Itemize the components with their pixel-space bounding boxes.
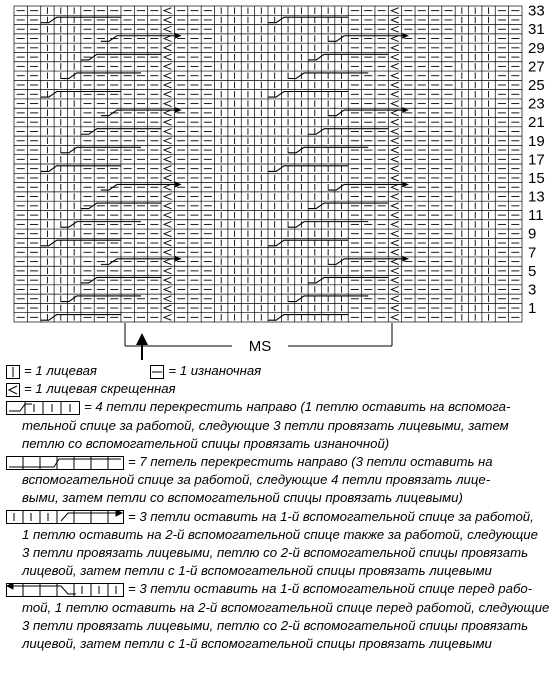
row-number: 23 — [528, 95, 545, 113]
row-numbers — [528, 3, 545, 317]
legend-cross7b-line2: 1 петлю оставить на 2-й вспомогательной спице также за работой, следующие — [22, 526, 538, 542]
twisted-stitch — [164, 17, 171, 23]
twisted-stitch — [391, 54, 398, 60]
cross-7-right-icon — [6, 456, 124, 470]
repeat-label: MS — [248, 338, 272, 355]
legend-cross7c-line4: лицевой, затем петли с 1-й вспомогательной спицы провязать лицевыми — [22, 636, 492, 652]
twisted-stitch — [164, 45, 171, 51]
twisted-stitch — [164, 314, 171, 320]
row-number: 29 — [528, 39, 545, 57]
twisted-stitch — [391, 314, 398, 320]
row-number: 25 — [528, 77, 545, 94]
row-number: 31 — [528, 21, 545, 39]
row-number: 3 — [528, 281, 537, 299]
legend-cross7b-line3: 3 петли провязать лицевыми, петлю со 2-й вспомогательной спицы провязать — [22, 545, 529, 561]
legend-cross7-line2: вспомогательной спице за работой, следующие 4 петли провязать лице- — [22, 472, 491, 488]
twisted-stitch — [391, 203, 398, 209]
twisted-stitch — [164, 82, 171, 88]
twisted-stitch — [164, 249, 171, 255]
twisted-stitch-icon — [6, 383, 20, 397]
row-number: 7 — [528, 244, 537, 262]
knit-symbol-icon — [6, 365, 20, 379]
twisted-stitch — [164, 175, 171, 181]
twisted-stitch — [164, 212, 171, 218]
chart-grid — [14, 6, 522, 322]
row-number: 27 — [528, 58, 545, 76]
legend — [6, 362, 549, 653]
legend-knit: = 1 лицевая = 1 изнаночная — [6, 362, 549, 380]
twisted-stitch — [391, 240, 398, 246]
legend-cross7-line3: выми, затем петли со вспомогательной спицы провязать лицевыми) — [22, 490, 463, 506]
twisted-stitch — [164, 286, 171, 292]
twisted-stitch — [164, 166, 171, 172]
twisted-stitch — [164, 147, 171, 153]
row-number: 17 — [528, 151, 545, 169]
twisted-stitch — [391, 175, 398, 181]
twisted-stitch — [164, 54, 171, 60]
twisted-stitch — [391, 166, 398, 172]
row-number: 9 — [528, 225, 537, 243]
twisted-stitch — [164, 203, 171, 209]
twisted-stitch — [391, 128, 398, 134]
row-number: 5 — [528, 262, 537, 280]
twisted-stitch — [391, 231, 398, 237]
twisted-stitch — [391, 73, 398, 79]
cross-7-back-icon — [6, 510, 124, 524]
legend-cross7b: = 3 петли оставить на 1-й вспомогательной спице за работой, — [6, 508, 549, 526]
legend-cross7c: = 3 петли оставить на 1-й вспомогательной спице перед рабо- — [6, 580, 549, 598]
row-number: 19 — [528, 132, 545, 150]
twisted-stitch — [391, 305, 398, 311]
legend-cross4-line3: петлю со вспомогательной спицы провязать изнаночной) — [22, 435, 390, 451]
twisted-stitch — [164, 268, 171, 274]
purl-symbol-icon — [150, 365, 164, 379]
twisted-stitch — [164, 231, 171, 237]
legend-cross4-line2: тельной спице за работой, следующие 3 петли провязать лицевыми, затем — [22, 417, 509, 433]
twisted-stitch — [391, 221, 398, 227]
twisted-stitch — [164, 240, 171, 246]
twisted-stitch — [164, 259, 171, 265]
twisted-stitch — [164, 73, 171, 79]
twisted-stitch — [391, 82, 398, 88]
twisted-stitch — [391, 156, 398, 162]
twisted-stitch — [164, 110, 171, 116]
twisted-stitch — [391, 101, 398, 107]
cross-4-right-icon — [6, 401, 80, 415]
twisted-stitch — [164, 91, 171, 97]
row-number: 1 — [528, 300, 537, 318]
twisted-stitch — [164, 63, 171, 69]
legend-cross7b-line4: лицевой, затем петли с 1-й вспомогательной спицы провязать лицевыми — [22, 563, 492, 579]
twisted-stitch — [391, 286, 398, 292]
twisted-stitch — [164, 36, 171, 42]
twisted-stitch — [391, 91, 398, 97]
legend-cross7: = 7 петель перекрестить направо (3 петли оставить на — [6, 453, 549, 471]
row-number: 15 — [528, 169, 545, 187]
twisted-stitch — [391, 194, 398, 200]
twisted-stitch — [164, 221, 171, 227]
row-number: 21 — [528, 114, 545, 132]
legend-cross7c-line2: той, 1 петлю оставить на 2-й вспомогательной спице перед работой, следующие — [22, 599, 550, 615]
twisted-stitch — [391, 36, 398, 42]
twisted-stitch — [164, 156, 171, 162]
twisted-stitch — [164, 128, 171, 134]
row-number: 33 — [528, 2, 545, 20]
twisted-stitch — [164, 194, 171, 200]
twisted-stitch — [164, 138, 171, 144]
twisted-stitch — [391, 268, 398, 274]
twisted-stitch — [164, 101, 171, 107]
twisted-stitch — [391, 110, 398, 116]
twisted-stitch — [391, 63, 398, 69]
twisted-stitch — [391, 119, 398, 125]
twisted-stitch — [164, 26, 171, 32]
twisted-stitch — [164, 296, 171, 302]
twisted-stitch — [164, 184, 171, 190]
legend-twisted: = 1 лицевая скрещенная — [6, 380, 549, 398]
twisted-stitch — [164, 8, 171, 14]
twisted-stitch — [164, 305, 171, 311]
row-number: 11 — [528, 207, 544, 225]
twisted-stitch — [391, 184, 398, 190]
twisted-stitch — [391, 296, 398, 302]
twisted-stitch — [164, 277, 171, 283]
cross-7-front-icon — [6, 583, 124, 597]
twisted-stitch — [391, 147, 398, 153]
row-number: 13 — [528, 188, 545, 206]
twisted-stitch — [391, 138, 398, 144]
twisted-stitch — [391, 259, 398, 265]
twisted-stitch — [391, 8, 398, 14]
twisted-stitch — [391, 249, 398, 255]
twisted-stitch — [164, 119, 171, 125]
twisted-stitch — [391, 277, 398, 283]
twisted-stitch — [391, 26, 398, 32]
twisted-stitch — [391, 212, 398, 218]
twisted-stitch — [391, 17, 398, 23]
twisted-stitch — [391, 45, 398, 51]
legend-cross7c-line3: 3 петли провязать лицевыми, петлю со 2-й вспомогательной спицы провязать — [22, 617, 529, 633]
legend-cross4: = 4 петли перекрестить направо (1 петлю оставить на вспомога- — [6, 398, 549, 416]
